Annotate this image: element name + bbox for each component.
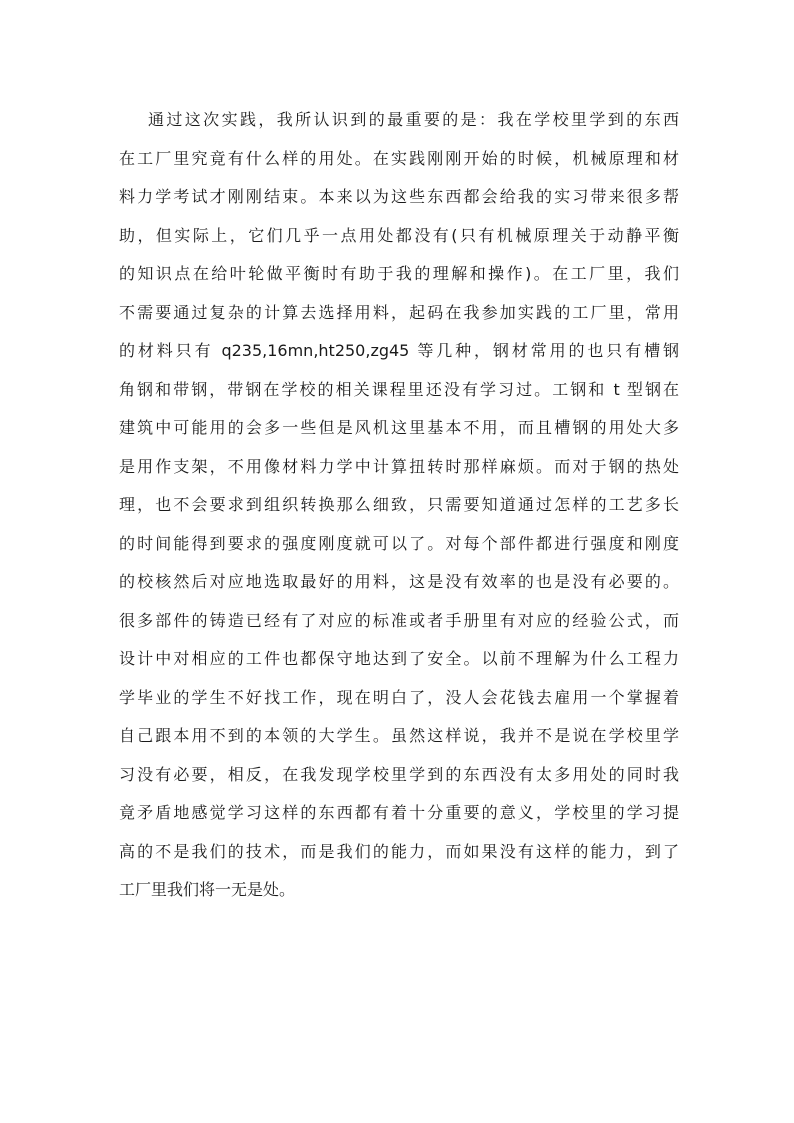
paragraph-line: 助，但实际上，它们几乎一点用处都没有(只有机械原理关于动静平衡 xyxy=(119,225,679,245)
paragraph-line: 学毕业的学生不好找工作，现在明白了，没人会花钱去雇用一个掌握着 xyxy=(119,687,679,707)
paragraph-line: 竟矛盾地感觉学习这样的东西都有着十分重要的意义，学校里的学习提 xyxy=(119,803,679,822)
paragraph-line: 高的不是我们的技术，而是我们的能力，而如果没有这样的能力，到了 xyxy=(119,841,679,861)
paragraph-line: 通过这次实践，我所认识到的最重要的是：我在学校里学到的东西 xyxy=(148,110,679,129)
paragraph-line: 工厂里我们将一无是处。 xyxy=(119,880,296,899)
paragraph-line: 理，也不会要求到组织转换那么细致，只需要知道通过怎样的工艺多长 xyxy=(119,495,679,514)
paragraph-line: 习没有必要，相反，在我发现学校里学到的东西没有太多用处的同时我 xyxy=(119,764,679,784)
paragraph-line: 在工厂里究竟有什么样的用处。在实践刚刚开始的时候，机械原理和材 xyxy=(119,148,679,168)
paragraph-line: 料力学考试才刚刚结束。本来以为这些东西都会给我的实习带来很多帮 xyxy=(119,187,679,206)
paragraph-line: 不需要通过复杂的计算去选择用料，起码在我参加实践的工厂里，常用 xyxy=(119,302,679,322)
paragraph-line: 建筑中可能用的会多一些但是风机这里基本不用，而且槽钢的用处大多 xyxy=(119,418,679,437)
body-paragraph xyxy=(119,101,679,910)
paragraph-line: 的材料只有 q235,16mn,ht250,zg45 等几种，钢材常用的也只有槽钢 xyxy=(119,341,679,360)
paragraph-line: 的知识点在给叶轮做平衡时有助于我的理解和操作)。在工厂里，我们 xyxy=(119,264,679,283)
paragraph-line: 很多部件的铸造已经有了对应的标准或者手册里有对应的经验公式，而 xyxy=(119,610,679,630)
paragraph-line: 角钢和带钢，带钢在学校的相关课程里还没有学习过。工钢和 t 型钢在 xyxy=(119,379,679,399)
paragraph-line: 的时间能得到要求的强度刚度就可以了。对每个部件都进行强度和刚度 xyxy=(119,533,679,553)
paragraph-line: 的校核然后对应地选取最好的用料，这是没有效率的也是没有必要的。 xyxy=(119,572,679,591)
paragraph-line: 是用作支架，不用像材料力学中计算扭转时那样麻烦。而对于钢的热处 xyxy=(119,456,679,476)
paragraph-line: 自己跟本用不到的本领的大学生。虽然这样说，我并不是说在学校里学 xyxy=(119,726,679,745)
paragraph-line: 设计中对相应的工件也都保守地达到了安全。以前不理解为什么工程力 xyxy=(119,649,679,668)
